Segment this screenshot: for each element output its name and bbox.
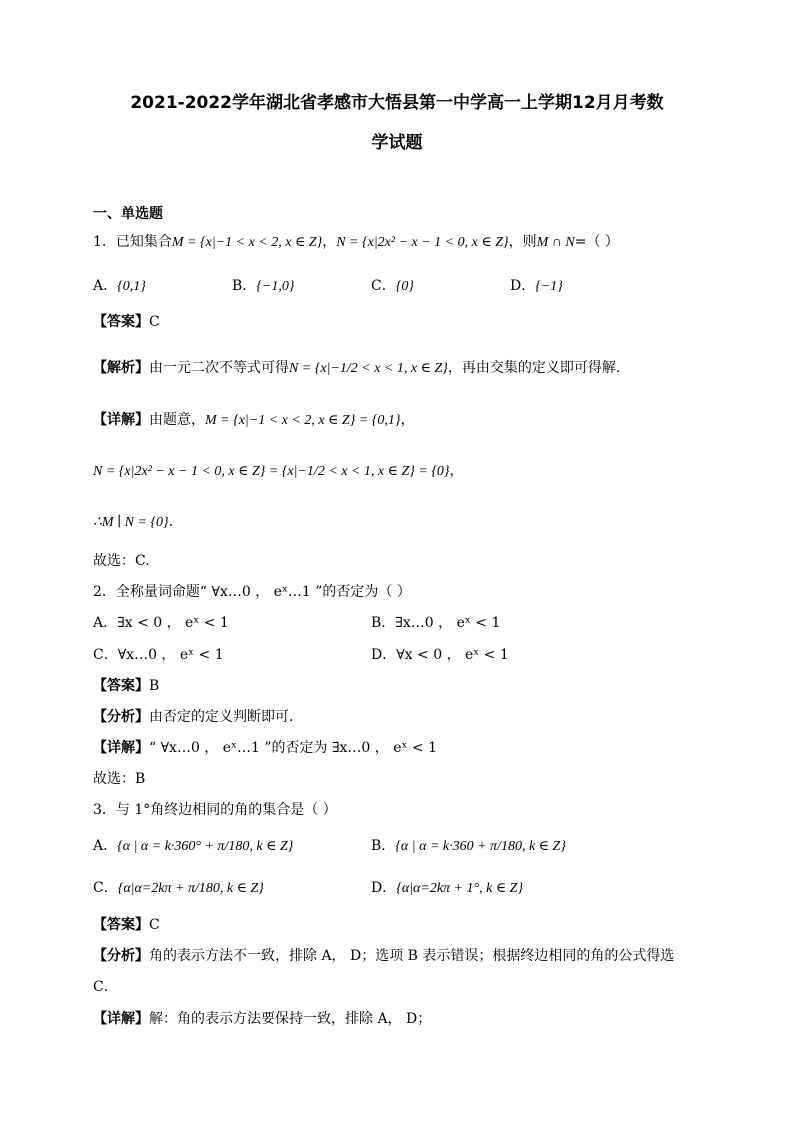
document-title-line2: 学试题	[371, 133, 423, 153]
answer-tag: 【答案】	[93, 917, 149, 933]
q1-detail-math1: M = {x|−1 < x < 2, x ∈ Z} = {0,1}	[205, 413, 401, 428]
detail-tag: 【详解】	[93, 1011, 149, 1027]
q3-option-c: C．{α|α=2kπ + π/180, k ∈ Z}	[93, 880, 264, 896]
q1-conclusion: 故选：C.	[93, 553, 150, 569]
analysis-tag: 【分析】	[93, 709, 149, 725]
q2-answer: 【答案】B	[93, 678, 160, 694]
q3-stem: 3．与 1°角终边相同的角的集合是（ ）	[93, 802, 337, 818]
detail-tag: 【详解】	[93, 740, 149, 756]
q1-detail-line2: N = {x|2x² − x − 1 < 0, x ∈ Z} = {x|−1/2 < x < 1, x ∈ Z} = {0}，	[93, 463, 464, 479]
q2-analysis: 【分析】由否定的定义判断即可.	[93, 709, 294, 725]
q2-option-c: C．∀x…0 ， eˣ < 1	[93, 647, 224, 663]
answer-tag: 【答案】	[93, 678, 149, 694]
q1-analysis-math: N = {x|−1/2 < x < 1, x ∈ Z}	[289, 361, 448, 376]
q1-stem-prefix: 1．已知集合	[93, 234, 172, 250]
q1-detail-line3: ∴M ∣ N = {0}.	[93, 514, 174, 530]
q2-detail: 【详解】“ ∀x…0 ， eˣ…1 ”的否定为 ∃x…0 ， eˣ < 1	[93, 740, 437, 756]
analysis-tag: 【分析】	[93, 948, 149, 964]
analysis-tag: 【解析】	[93, 360, 149, 376]
q2-option-d: D．∀x < 0 ， eˣ < 1	[371, 647, 509, 663]
q2-conclusion: 故选：B	[93, 771, 146, 787]
q1-option-a: A．{0,1}	[93, 278, 146, 294]
q3-analysis: 【分析】角的表示方法不一致，排除 A， D；选项 B 表示错误；根据终边相同的角的公式得选	[93, 948, 675, 964]
q1-set-n: N = {x|2x² − x − 1 < 0, x ∈ Z}	[336, 235, 509, 250]
q1-analysis: 【解析】由一元二次不等式可得N = {x|−1/2 < x < 1, x ∈ Z}，再由交集的定义即可得解.	[93, 360, 621, 376]
q1-expr: M ∩ N	[536, 235, 575, 250]
q2-stem: 2．全称量词命题“ ∀x…0 ， eˣ…1 ”的否定为（ ）	[93, 584, 411, 600]
q1-stem-end: =（ ）	[574, 234, 619, 250]
q1-option-c: C．{0}	[371, 278, 414, 294]
q2-option-a: A．∃x < 0 ， eˣ < 1	[93, 615, 229, 631]
q1-stem	[93, 233, 619, 252]
q1-option-b: B．{−1,0}	[232, 278, 295, 294]
q3-option-a: A．{α | α = k·360° + π/180, k ∈ Z}	[93, 838, 294, 854]
q1-option-d: D．{−1}	[510, 278, 563, 294]
q1-detail: 【详解】由题意，M = {x|−1 < x < 2, x ∈ Z} = {0,1}，	[93, 412, 415, 428]
q1-sep: ，	[322, 234, 337, 250]
q1-set-m: M = {x|−1 < x < 2, x ∈ Z}	[171, 235, 323, 250]
detail-tag: 【详解】	[93, 412, 149, 428]
q3-option-d: D．{α|α=2kπ + 1°, k ∈ Z}	[371, 880, 524, 896]
q1-detail-math3: ∴M ∣ N = {0}	[93, 515, 169, 530]
q3-option-b: B．{α | α = k·360 + π/180, k ∈ Z}	[371, 838, 566, 854]
q3-answer: 【答案】C	[93, 917, 160, 933]
q1-answer: 【答案】C	[93, 314, 160, 330]
q1-detail-math2: N = {x|2x² − x − 1 < 0, x ∈ Z} = {x|−1/2 < x < 1, x ∈ Z} = {0}	[93, 464, 450, 479]
q1-stem-mid: ，则	[508, 234, 537, 250]
q3-analysis-line2: C．	[93, 979, 118, 995]
q3-detail: 【详解】解：角的表示方法要保持一致，排除 A， D；	[93, 1011, 432, 1027]
document-title-line1: 2021-2022学年湖北省孝感市大悟县第一中学高一上学期12月月考数	[130, 93, 664, 113]
section-heading: 一、单选题	[93, 206, 163, 222]
answer-tag: 【答案】	[93, 314, 149, 330]
q2-option-b: B．∃x…0 ， eˣ < 1	[371, 615, 501, 631]
